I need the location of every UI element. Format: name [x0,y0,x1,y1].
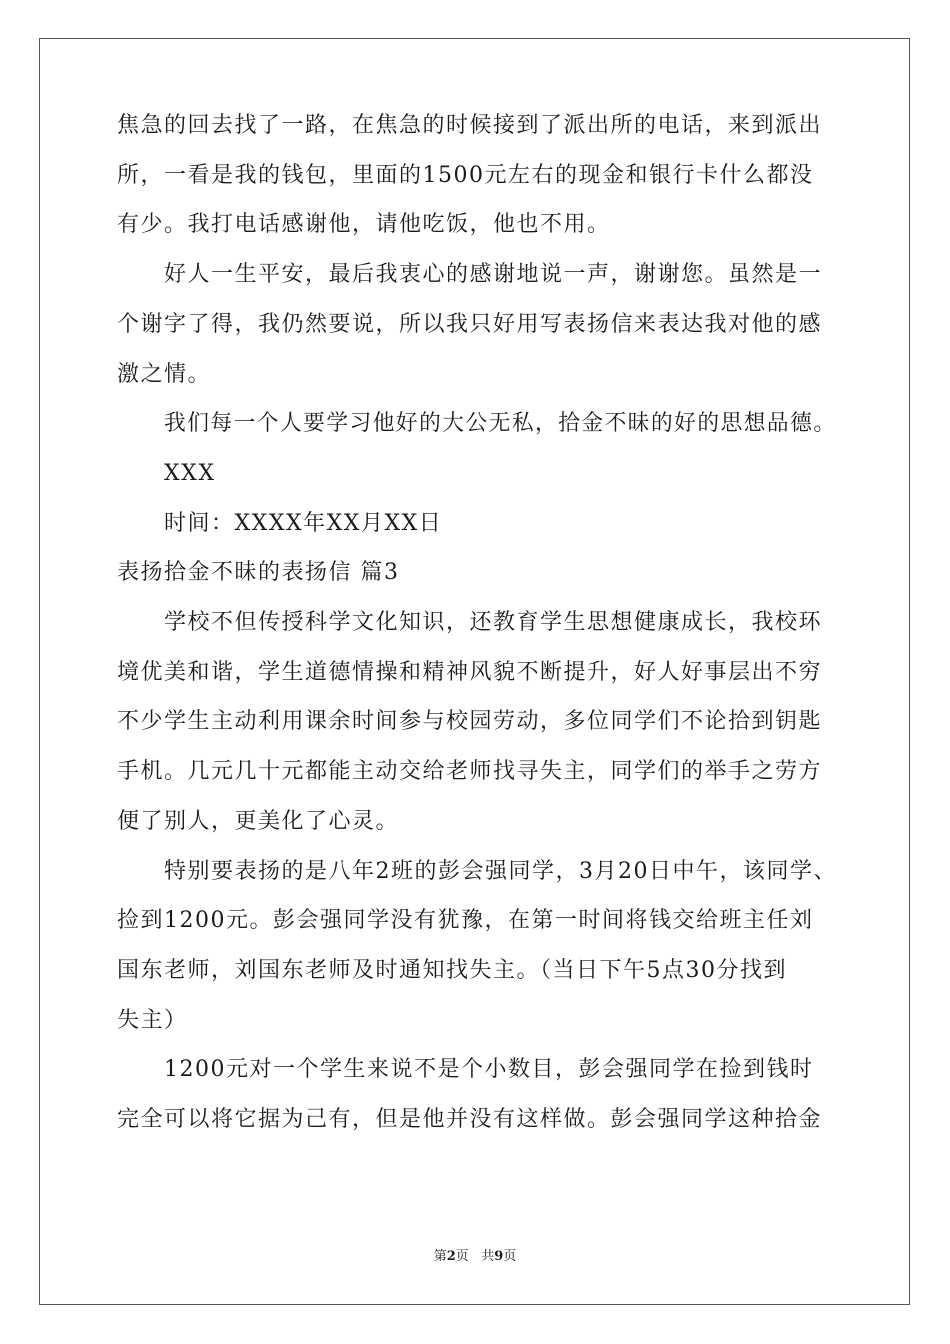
document-line: 特别要表扬的是八年2班的彭会强同学，3月20日中午，该同学、 [164,858,837,884]
document-line: 激之情。 [117,361,212,387]
document-line: 手机。几元几十元都能主动交给老师找寻失主，同学们的举手之劳方 [117,759,823,785]
footer-page-suffix: 页 [455,1249,469,1264]
document-line: 好人一生平安，最后我衷心的感谢地说一声，谢谢您。虽然是一 [164,262,823,288]
document-line: 表扬拾金不昧的表扬信 篇3 [117,560,400,586]
document-line: 学校不但传授科学文化知识，还教育学生思想健康成长，我校环 [164,610,823,635]
document-line: 有少。我打电话感谢他，请他吃饭，他也不用。 [117,212,611,238]
document-line: 时间：XXXX年XX月XX日 [164,510,443,536]
document-line: 个谢字了得，我仍然要说，所以我只好用写表扬信来表达我对他的感 [117,311,823,337]
footer-total-suffix: 页 [503,1249,517,1264]
page-footer [0,1247,950,1267]
document-line: 1200元对一个学生来说不是个小数目，彭会强同学在捡到钱时 [164,1057,814,1083]
document-line: 失主） [117,1007,188,1033]
document-line: 境优美和谐，学生道德情操和精神风貌不断提升，好人好事层出不穷 [117,659,823,685]
footer-page-prefix: 第 [433,1249,447,1264]
document-line: 不少学生主动利用课余时间参与校园劳动，多位同学们不论拾到钥匙 [117,709,823,735]
document-line: XXX [164,460,216,486]
document-line: 所，一看是我的钱包，里面的1500元左右的现金和银行卡什么都没 [117,162,814,188]
footer-total-pages: 9 [494,1249,504,1264]
footer-page-number: 2 [446,1249,456,1264]
document-line: 我们每一个人要学习他好的大公无私，拾金不昧的好的思想品德。 [164,411,837,437]
document-line: 便了别人，更美化了心灵。 [117,808,400,834]
document-line: 捡到1200元。彭会强同学没有犹豫，在第一时间将钱交给班主任刘 [117,908,814,934]
document-line: 焦急的回去找了一路，在焦急的时候接到了派出所的电话，来到派出 [117,113,823,138]
footer-total-prefix: 共 [481,1249,495,1264]
document-line: 完全可以将它据为己有，但是他并没有这样做。彭会强同学这种拾金 [117,1107,823,1132]
document-line: 国东老师，刘国东老师及时通知找失主。（当日下午5点30分找到 [117,957,787,983]
